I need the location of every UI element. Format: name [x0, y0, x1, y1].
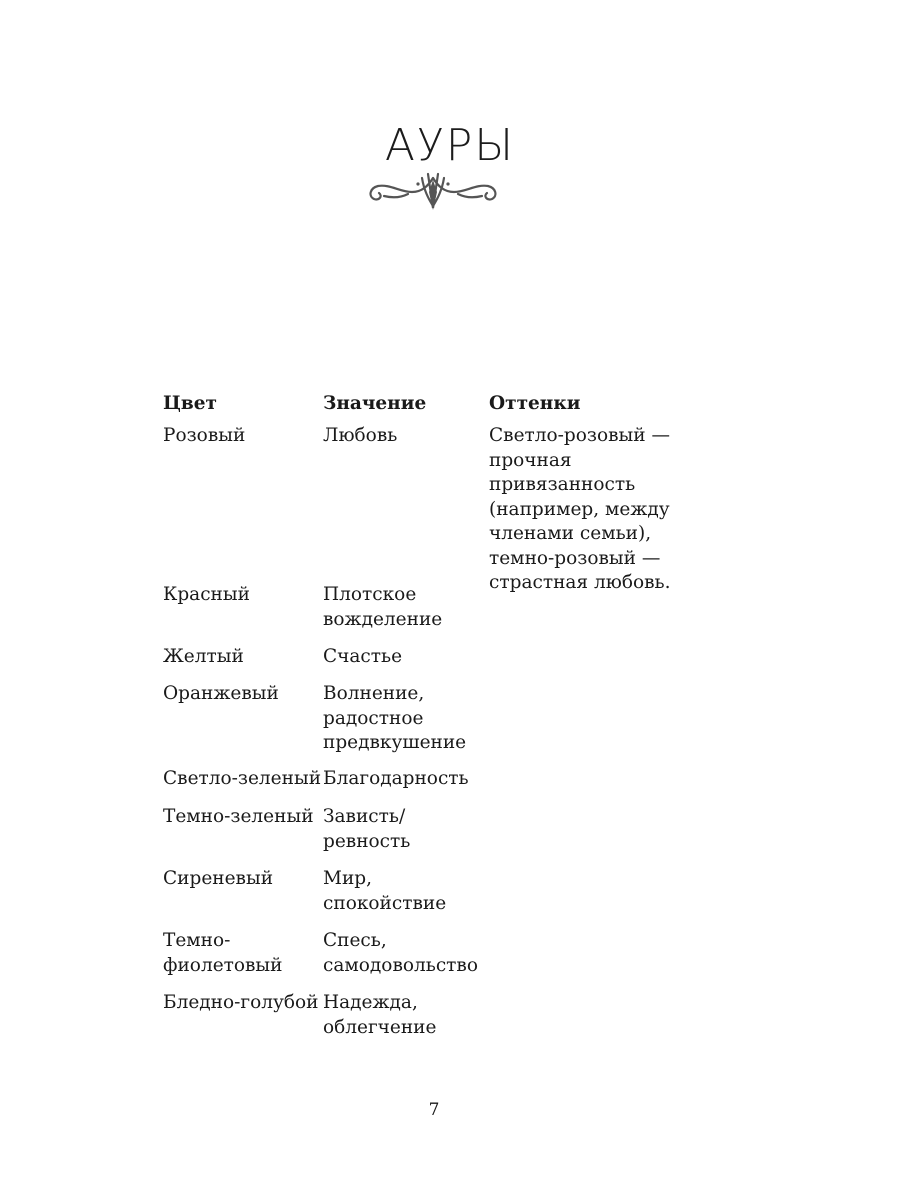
table-cell-meaning: Любовь: [323, 425, 398, 446]
table-cell-meaning: Спесь, самодовольство: [323, 930, 478, 976]
column-header-shades: Оттенки: [489, 393, 581, 414]
table-cell-color: Сиреневый: [163, 868, 274, 889]
table-cell-color: Бледно-голубой: [163, 992, 319, 1013]
table-cell-meaning: Счастье: [323, 646, 403, 667]
table-cell-meaning: Волнение, радостное предвкушение: [323, 683, 467, 753]
table-cell-meaning: Мир, спокойствие: [323, 868, 447, 914]
table-cell-meaning: Благодарность: [323, 768, 469, 789]
table-cell-meaning: Плотское вожделение: [323, 584, 443, 630]
table-cell-color: Желтый: [163, 646, 244, 667]
table-cell-color: Красный: [163, 584, 250, 605]
table-cell-color: Темно-зеленый: [163, 806, 314, 827]
table-cell-meaning: Зависть/ ревность: [323, 806, 411, 852]
table-cell-shades: Светло-розовый — прочная привязанность (например, между членами семьи), темно-розовый — страстная любовь.: [489, 425, 671, 593]
table-cell-color: Оранжевый: [163, 683, 279, 704]
table-cell-color: Темно-фиолетовый: [163, 930, 283, 976]
table-cell-meaning: Надежда, облегчение: [323, 992, 437, 1038]
page-title: АУРЫ: [384, 120, 516, 171]
flourish-ornament-icon: [362, 172, 504, 212]
column-header-color: Цвет: [163, 393, 217, 414]
table-cell-color: Розовый: [163, 425, 246, 446]
table-cell-color: Светло-зеленый: [163, 768, 322, 789]
page-number: 7: [428, 1100, 440, 1120]
column-header-meaning: Значение: [323, 393, 427, 414]
